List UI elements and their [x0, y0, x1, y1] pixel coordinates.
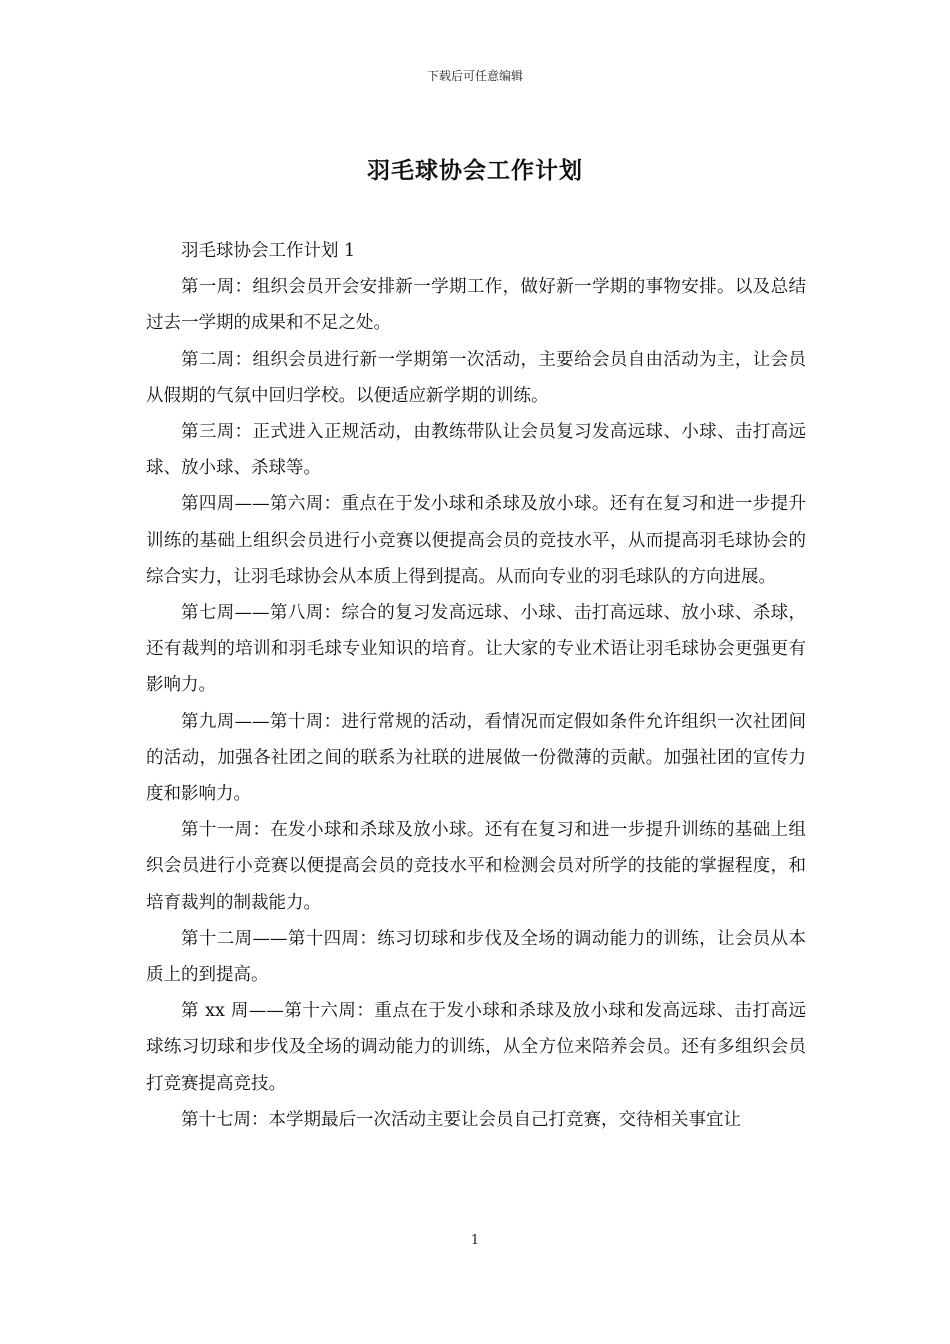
paragraph: 第十七周：本学期最后一次活动主要让会员自己打竞赛，交待相关事宜让 — [181, 1109, 741, 1130]
paragraph: 第十一周：在发小球和杀球及放小球。还有在复习和进一步提升训练的基础上组织会员进行小竞赛以便提高会员的竞技水平和检测会员对所学的技能的掌握程度，和培育裁判的制裁能力。 — [146, 820, 806, 913]
paragraph: 第九周——第十周：进行常规的活动，看情况而定假如条件允许组织一次社团间的活动，加强各社团之间的联系为社联的进展做一份微薄的贡献。加强社团的宣传力度和影响力。 — [146, 711, 806, 805]
document-title: 羽毛球协会工作计划 — [367, 157, 583, 184]
paragraph: 第 xx 周——第十六周：重点在于发小球和杀球及放小球和发高远球、击打高远球练习切球和步伐及全场的调动能力的训练，从全方位来陪养会员。还有多组织会员打竞赛提高竞技。 — [146, 1001, 806, 1094]
paragraph: 第十二周——第十四周：练习切球和步伐及全场的调动能力的训练，让会员从本质上的到提高。 — [146, 928, 806, 986]
paragraph: 第一周：组织会员开会安排新一学期工作，做好新一学期的事物安排。以及总结过去一学期的成果和不足之处。 — [146, 277, 806, 334]
paragraph: 第七周——第八周：综合的复习发高远球、小球、击打高远球、放小球、杀球，还有裁判的培训和羽毛球专业知识的培育。让大家的专业术语让羽毛球协会更强更有影响力。 — [146, 603, 806, 696]
header-note: 下载后可任意编辑 — [426, 69, 523, 83]
paragraph: 第二周：组织会员进行新一学期第一次活动，主要给会员自由活动为主，让会员从假期的气氛中回归学校。以便适应新学期的训练。 — [146, 349, 806, 406]
document-body — [146, 233, 806, 1138]
paragraph: 第四周——第六周：重点在于发小球和杀球及放小球。还有在复习和进一步提升训练的基础上组织会员进行小竞赛以便提高会员的竞技水平，从而提高羽毛球协会的综合实力，让羽毛球协会从本质上得到提高。从而向专业的羽毛球队的方向进展。 — [146, 494, 806, 587]
paragraph: 羽毛球协会工作计划 1 — [181, 241, 356, 261]
paragraph: 第三周：正式进入正规活动，由教练带队让会员复习发高远球、小球、击打高远球、放小球、杀球等。 — [146, 422, 806, 479]
page-number: 1 — [470, 1233, 480, 1248]
